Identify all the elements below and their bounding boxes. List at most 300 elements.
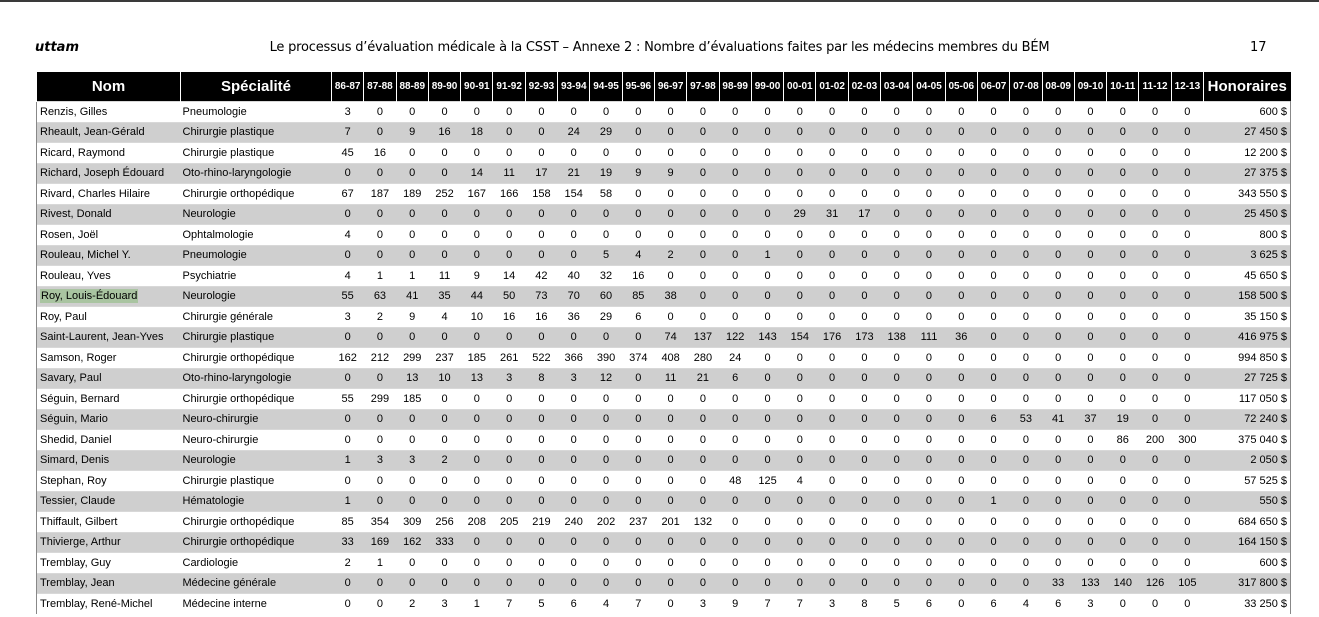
evaluation-count-cell: 0 xyxy=(622,225,654,246)
column-header: 95-96 xyxy=(622,72,654,102)
evaluation-count-cell: 9 xyxy=(622,163,654,184)
doctor-name: Samson, Roger xyxy=(40,351,117,364)
fees-cell: 343 550 $ xyxy=(1204,184,1291,205)
evaluation-count-cell: 0 xyxy=(945,184,977,205)
evaluation-count-cell: 0 xyxy=(816,348,848,369)
evaluation-count-cell: 0 xyxy=(848,245,880,266)
evaluation-count-cell: 9 xyxy=(396,307,428,328)
doctor-name: Séguin, Bernard xyxy=(40,392,120,405)
evaluation-count-cell: 13 xyxy=(396,368,428,389)
table-row xyxy=(37,102,1291,123)
doctor-name: Richard, Joseph Édouard xyxy=(40,167,165,180)
evaluation-count-cell: 0 xyxy=(396,102,428,123)
evaluation-count-cell: 0 xyxy=(1171,143,1203,164)
document-title: Le processus d’évaluation médicale à la CSST – Annexe 2 : Nombre d’évaluations faites par les médecins membres du BÉM xyxy=(269,40,1050,55)
evaluation-count-cell: 0 xyxy=(332,471,364,492)
fees-cell: 45 650 $ xyxy=(1204,266,1291,287)
doctor-name: Tremblay, Jean xyxy=(40,577,115,590)
evaluation-count-cell: 0 xyxy=(816,553,848,574)
evaluation-count-cell: 0 xyxy=(719,102,751,123)
evaluation-count-cell: 0 xyxy=(1171,409,1203,430)
evaluation-count-cell: 0 xyxy=(1074,348,1106,369)
evaluation-count-cell: 0 xyxy=(590,327,622,348)
evaluation-count-cell: 0 xyxy=(848,225,880,246)
evaluation-count-cell: 85 xyxy=(622,286,654,307)
evaluation-count-cell: 256 xyxy=(428,512,460,533)
evaluation-count-cell: 0 xyxy=(945,266,977,287)
doctor-name-cell xyxy=(37,491,181,512)
evaluation-count-cell: 0 xyxy=(881,389,913,410)
column-header: 04-05 xyxy=(913,72,945,102)
evaluation-count-cell: 0 xyxy=(913,307,945,328)
fees-cell: 25 450 $ xyxy=(1204,204,1291,225)
evaluation-count-cell: 0 xyxy=(654,532,686,553)
evaluation-count-cell: 0 xyxy=(396,163,428,184)
evaluation-count-cell: 0 xyxy=(428,389,460,410)
evaluation-count-cell: 0 xyxy=(945,102,977,123)
evaluation-count-cell: 0 xyxy=(622,327,654,348)
column-header: 05-06 xyxy=(945,72,977,102)
evaluation-count-cell: 16 xyxy=(525,307,557,328)
evaluation-count-cell: 143 xyxy=(751,327,783,348)
doctor-name-cell xyxy=(37,102,181,123)
evaluation-count-cell: 0 xyxy=(590,471,622,492)
evaluation-count-cell: 4 xyxy=(1010,594,1042,615)
evaluation-count-cell: 85 xyxy=(332,512,364,533)
evaluation-count-cell: 0 xyxy=(881,430,913,451)
doctor-name-cell xyxy=(37,122,181,143)
evaluation-count-cell: 0 xyxy=(816,573,848,594)
evaluation-count-cell: 0 xyxy=(1139,102,1171,123)
evaluation-count-cell: 0 xyxy=(816,409,848,430)
evaluation-count-cell: 0 xyxy=(558,553,590,574)
evaluation-count-cell: 0 xyxy=(945,491,977,512)
evaluation-count-cell: 0 xyxy=(945,389,977,410)
evaluation-count-cell: 0 xyxy=(428,471,460,492)
evaluation-count-cell: 0 xyxy=(945,225,977,246)
evaluation-count-cell: 0 xyxy=(654,184,686,205)
evaluation-count-cell: 36 xyxy=(945,327,977,348)
evaluation-count-cell: 212 xyxy=(364,348,396,369)
evaluation-count-cell: 0 xyxy=(784,266,816,287)
evaluation-count-cell: 4 xyxy=(622,245,654,266)
evaluation-count-cell: 0 xyxy=(719,286,751,307)
doctor-name: Roy, Paul xyxy=(40,310,87,323)
evaluation-count-cell: 300 xyxy=(1171,430,1203,451)
evaluation-count-cell: 166 xyxy=(493,184,525,205)
evaluation-count-cell: 0 xyxy=(816,471,848,492)
fees-cell: 12 200 $ xyxy=(1204,143,1291,164)
evaluation-count-cell: 0 xyxy=(1074,327,1106,348)
column-header: 94-95 xyxy=(590,72,622,102)
evaluation-count-cell: 0 xyxy=(461,430,493,451)
evaluation-count-cell: 0 xyxy=(913,471,945,492)
evaluation-count-cell: 0 xyxy=(396,573,428,594)
evaluation-count-cell: 0 xyxy=(848,430,880,451)
evaluation-count-cell: 0 xyxy=(622,471,654,492)
evaluation-count-cell: 0 xyxy=(1010,184,1042,205)
evaluation-count-cell: 0 xyxy=(525,143,557,164)
evaluation-count-cell: 162 xyxy=(396,532,428,553)
evaluation-count-cell: 0 xyxy=(977,204,1009,225)
evaluation-count-cell: 37 xyxy=(1074,409,1106,430)
evaluation-count-cell: 0 xyxy=(913,225,945,246)
evaluation-count-cell: 0 xyxy=(816,225,848,246)
doctor-name-cell xyxy=(37,163,181,184)
evaluation-count-cell: 0 xyxy=(428,573,460,594)
doctor-name-cell xyxy=(37,512,181,533)
evaluation-count-cell: 0 xyxy=(493,409,525,430)
doctor-name: Rheault, Jean-Gérald xyxy=(40,126,145,139)
evaluation-count-cell: 0 xyxy=(493,102,525,123)
evaluation-count-cell: 0 xyxy=(396,245,428,266)
evaluation-count-cell: 0 xyxy=(1010,143,1042,164)
evaluation-count-cell: 10 xyxy=(428,368,460,389)
evaluation-count-cell: 1 xyxy=(364,553,396,574)
doctor-name: Rouleau, Michel Y. xyxy=(40,249,131,262)
evaluation-count-cell: 0 xyxy=(977,266,1009,287)
evaluation-count-cell: 0 xyxy=(654,553,686,574)
evaluation-count-cell: 0 xyxy=(1139,553,1171,574)
evaluation-count-cell: 0 xyxy=(784,143,816,164)
evaluation-count-cell: 0 xyxy=(751,532,783,553)
evaluation-count-cell: 0 xyxy=(493,327,525,348)
evaluation-count-cell: 0 xyxy=(654,389,686,410)
evaluation-count-cell: 0 xyxy=(784,307,816,328)
evaluation-count-cell: 0 xyxy=(1171,389,1203,410)
evaluation-count-cell: 0 xyxy=(687,163,719,184)
evaluation-count-cell: 0 xyxy=(751,307,783,328)
evaluation-count-cell: 0 xyxy=(848,512,880,533)
evaluation-count-cell: 0 xyxy=(913,348,945,369)
evaluation-count-cell: 0 xyxy=(816,512,848,533)
specialty-cell: Chirurgie orthopédique xyxy=(181,389,332,410)
evaluation-count-cell: 0 xyxy=(461,532,493,553)
evaluation-count-cell: 0 xyxy=(493,389,525,410)
evaluation-count-cell: 0 xyxy=(364,430,396,451)
evaluation-count-cell: 0 xyxy=(461,553,493,574)
evaluation-count-cell: 0 xyxy=(945,553,977,574)
evaluation-count-cell: 0 xyxy=(1171,348,1203,369)
fees-cell: 317 800 $ xyxy=(1204,573,1291,594)
doctor-name-cell xyxy=(37,409,181,430)
evaluation-count-cell: 187 xyxy=(364,184,396,205)
evaluation-count-cell: 0 xyxy=(1042,102,1074,123)
evaluation-count-cell: 0 xyxy=(525,532,557,553)
evaluation-count-cell: 0 xyxy=(816,143,848,164)
fees-cell: 72 240 $ xyxy=(1204,409,1291,430)
evaluation-count-cell: 0 xyxy=(590,389,622,410)
column-header: 02-03 xyxy=(848,72,880,102)
evaluation-count-cell: 0 xyxy=(1042,163,1074,184)
evaluation-count-cell: 0 xyxy=(1171,225,1203,246)
evaluation-count-cell: 0 xyxy=(751,266,783,287)
evaluation-count-cell: 140 xyxy=(1107,573,1139,594)
evaluation-count-cell: 33 xyxy=(1042,573,1074,594)
specialty-cell: Neurologie xyxy=(181,204,332,225)
evaluation-count-cell: 4 xyxy=(590,594,622,615)
evaluation-count-cell: 21 xyxy=(558,163,590,184)
evaluation-count-cell: 0 xyxy=(332,204,364,225)
evaluation-count-cell: 0 xyxy=(558,430,590,451)
evaluation-count-cell: 354 xyxy=(364,512,396,533)
evaluation-count-cell: 0 xyxy=(1074,266,1106,287)
evaluation-count-cell: 0 xyxy=(719,573,751,594)
evaluation-count-cell: 0 xyxy=(396,143,428,164)
doctor-name-cell xyxy=(37,348,181,369)
evaluation-count-cell: 0 xyxy=(428,163,460,184)
evaluation-count-cell: 17 xyxy=(848,204,880,225)
evaluation-count-cell: 63 xyxy=(364,286,396,307)
evaluation-count-cell: 0 xyxy=(719,266,751,287)
doctor-name: Tremblay, Guy xyxy=(40,556,111,569)
evaluation-count-cell: 0 xyxy=(945,204,977,225)
evaluation-count-cell: 0 xyxy=(816,368,848,389)
evaluation-count-cell: 0 xyxy=(913,409,945,430)
evaluation-count-cell: 0 xyxy=(654,143,686,164)
evaluation-count-cell: 0 xyxy=(977,553,1009,574)
evaluation-count-cell: 0 xyxy=(1042,266,1074,287)
evaluation-count-cell: 0 xyxy=(1010,512,1042,533)
evaluation-count-cell: 0 xyxy=(945,368,977,389)
evaluation-count-cell: 0 xyxy=(654,225,686,246)
evaluation-count-cell: 237 xyxy=(622,512,654,533)
evaluation-count-cell: 0 xyxy=(461,327,493,348)
evaluation-count-cell: 205 xyxy=(493,512,525,533)
doctor-name-cell xyxy=(37,389,181,410)
evaluation-count-cell: 0 xyxy=(784,430,816,451)
evaluation-count-cell: 0 xyxy=(751,430,783,451)
evaluation-count-cell: 0 xyxy=(977,430,1009,451)
header-left-label: uttam xyxy=(35,40,80,55)
evaluation-count-cell: 0 xyxy=(719,122,751,143)
evaluation-count-cell: 0 xyxy=(364,245,396,266)
evaluation-count-cell: 0 xyxy=(881,184,913,205)
evaluation-count-cell: 0 xyxy=(687,307,719,328)
evaluation-count-cell: 0 xyxy=(364,163,396,184)
evaluation-count-cell: 0 xyxy=(913,184,945,205)
evaluation-count-cell: 0 xyxy=(364,471,396,492)
evaluation-count-cell: 0 xyxy=(1171,163,1203,184)
evaluation-count-cell: 0 xyxy=(881,368,913,389)
evaluation-count-cell: 0 xyxy=(977,348,1009,369)
doctor-name: Roy, Louis-Édouard xyxy=(41,290,138,303)
evaluation-count-cell: 0 xyxy=(784,184,816,205)
evaluation-count-cell: 0 xyxy=(784,102,816,123)
evaluation-count-cell: 7 xyxy=(622,594,654,615)
evaluation-count-cell: 0 xyxy=(525,204,557,225)
specialty-cell: Chirurgie plastique xyxy=(181,143,332,164)
evaluation-count-cell: 55 xyxy=(332,389,364,410)
evaluation-count-cell: 0 xyxy=(558,143,590,164)
evaluation-count-cell: 0 xyxy=(719,184,751,205)
column-header: 00-01 xyxy=(784,72,816,102)
evaluation-count-cell: 0 xyxy=(364,594,396,615)
evaluation-count-cell: 0 xyxy=(848,573,880,594)
evaluation-count-cell: 0 xyxy=(848,450,880,471)
evaluation-count-cell: 0 xyxy=(396,491,428,512)
evaluation-count-cell: 0 xyxy=(558,327,590,348)
column-header: 98-99 xyxy=(719,72,751,102)
evaluation-count-cell: 0 xyxy=(654,471,686,492)
table-row xyxy=(37,430,1291,451)
evaluation-count-cell: 0 xyxy=(1139,348,1171,369)
evaluation-count-cell: 0 xyxy=(1074,307,1106,328)
doctor-name-cell xyxy=(37,450,181,471)
table-row xyxy=(37,184,1291,205)
evaluation-count-cell: 0 xyxy=(654,122,686,143)
evaluation-count-cell: 3 xyxy=(364,450,396,471)
fees-cell: 57 525 $ xyxy=(1204,471,1291,492)
evaluation-count-cell: 0 xyxy=(848,471,880,492)
evaluation-count-cell: 0 xyxy=(719,143,751,164)
evaluation-count-cell: 6 xyxy=(913,594,945,615)
evaluation-count-cell: 41 xyxy=(396,286,428,307)
evaluation-count-cell: 0 xyxy=(1107,368,1139,389)
evaluation-count-cell: 0 xyxy=(493,122,525,143)
evaluation-count-cell: 0 xyxy=(558,102,590,123)
evaluation-count-cell: 24 xyxy=(719,348,751,369)
evaluation-count-cell: 0 xyxy=(1171,553,1203,574)
evaluation-count-cell: 0 xyxy=(1171,491,1203,512)
specialty-cell: Oto-rhino-laryngologie xyxy=(181,163,332,184)
evaluation-count-cell: 5 xyxy=(881,594,913,615)
evaluation-count-cell: 0 xyxy=(1139,409,1171,430)
doctor-name-cell xyxy=(37,184,181,205)
evaluation-count-cell: 0 xyxy=(558,491,590,512)
evaluation-count-cell: 3 xyxy=(558,368,590,389)
evaluation-count-cell: 0 xyxy=(1074,368,1106,389)
evaluation-count-cell: 0 xyxy=(654,204,686,225)
evaluation-count-cell: 0 xyxy=(913,512,945,533)
evaluation-count-cell: 3 xyxy=(816,594,848,615)
evaluation-count-cell: 0 xyxy=(751,553,783,574)
evaluation-count-cell: 0 xyxy=(1010,327,1042,348)
doctor-name: Ricard, Raymond xyxy=(40,146,125,159)
table-row xyxy=(37,348,1291,369)
evaluation-count-cell: 0 xyxy=(1010,573,1042,594)
evaluation-count-cell: 189 xyxy=(396,184,428,205)
column-header: 87-88 xyxy=(364,72,396,102)
evaluation-count-cell: 122 xyxy=(719,327,751,348)
evaluation-count-cell: 0 xyxy=(751,573,783,594)
evaluation-count-cell: 0 xyxy=(751,368,783,389)
evaluation-count-cell: 0 xyxy=(784,512,816,533)
evaluation-count-cell: 0 xyxy=(1074,143,1106,164)
evaluation-count-cell: 0 xyxy=(654,491,686,512)
evaluation-count-cell: 0 xyxy=(332,594,364,615)
evaluation-count-cell: 0 xyxy=(654,102,686,123)
evaluation-count-cell: 0 xyxy=(719,409,751,430)
table-row xyxy=(37,471,1291,492)
evaluation-count-cell: 0 xyxy=(1171,184,1203,205)
evaluation-count-cell: 0 xyxy=(590,532,622,553)
evaluation-count-cell: 0 xyxy=(784,163,816,184)
evaluation-count-cell: 0 xyxy=(687,450,719,471)
evaluation-count-cell: 40 xyxy=(558,266,590,287)
evaluation-count-cell: 0 xyxy=(945,471,977,492)
evaluation-count-cell: 158 xyxy=(525,184,557,205)
table-row xyxy=(37,409,1291,430)
evaluation-count-cell: 0 xyxy=(687,532,719,553)
evaluation-count-cell: 0 xyxy=(1107,266,1139,287)
evaluation-count-cell: 3 xyxy=(396,450,428,471)
table-row xyxy=(37,266,1291,287)
evaluation-count-cell: 7 xyxy=(751,594,783,615)
evaluation-count-cell: 0 xyxy=(1042,184,1074,205)
evaluation-count-cell: 366 xyxy=(558,348,590,369)
evaluation-count-cell: 173 xyxy=(848,327,880,348)
evaluation-count-cell: 133 xyxy=(1074,573,1106,594)
evaluation-count-cell: 0 xyxy=(881,163,913,184)
evaluation-count-cell: 0 xyxy=(913,102,945,123)
evaluation-count-cell: 0 xyxy=(558,471,590,492)
evaluation-count-cell: 105 xyxy=(1171,573,1203,594)
evaluation-count-cell: 0 xyxy=(913,553,945,574)
evaluation-count-cell: 8 xyxy=(848,594,880,615)
column-header: 88-89 xyxy=(396,72,428,102)
evaluation-count-cell: 0 xyxy=(396,471,428,492)
evaluation-count-cell: 0 xyxy=(1107,307,1139,328)
evaluation-count-cell: 0 xyxy=(525,245,557,266)
evaluation-count-cell: 0 xyxy=(1139,122,1171,143)
evaluation-count-cell: 0 xyxy=(945,143,977,164)
evaluation-count-cell: 0 xyxy=(558,204,590,225)
evaluation-count-cell: 137 xyxy=(687,327,719,348)
evaluation-count-cell: 0 xyxy=(493,450,525,471)
evaluation-count-cell: 3 xyxy=(332,307,364,328)
evaluation-count-cell: 0 xyxy=(1010,204,1042,225)
evaluation-count-cell: 11 xyxy=(654,368,686,389)
evaluation-count-cell: 208 xyxy=(461,512,493,533)
evaluation-count-cell: 0 xyxy=(945,122,977,143)
evaluation-count-cell: 167 xyxy=(461,184,493,205)
evaluation-count-cell: 0 xyxy=(945,163,977,184)
table-row xyxy=(37,307,1291,328)
evaluation-count-cell: 0 xyxy=(461,491,493,512)
evaluation-count-cell: 0 xyxy=(1107,471,1139,492)
evaluation-count-cell: 0 xyxy=(881,204,913,225)
fees-cell: 158 500 $ xyxy=(1204,286,1291,307)
evaluation-count-cell: 0 xyxy=(816,532,848,553)
evaluation-count-cell: 0 xyxy=(590,204,622,225)
evaluation-count-cell: 0 xyxy=(751,122,783,143)
table-row xyxy=(37,225,1291,246)
evaluation-count-cell: 0 xyxy=(622,573,654,594)
specialty-cell: Chirurgie générale xyxy=(181,307,332,328)
evaluation-count-cell: 0 xyxy=(1139,532,1171,553)
evaluation-count-cell: 0 xyxy=(1107,327,1139,348)
fees-cell: 994 850 $ xyxy=(1204,348,1291,369)
evaluation-count-cell: 0 xyxy=(1171,368,1203,389)
evaluation-count-cell: 0 xyxy=(1010,307,1042,328)
evaluation-count-cell: 0 xyxy=(881,286,913,307)
evaluation-count-cell: 1 xyxy=(461,594,493,615)
evaluation-count-cell: 0 xyxy=(428,143,460,164)
evaluation-count-cell: 0 xyxy=(1171,512,1203,533)
evaluation-count-cell: 0 xyxy=(719,532,751,553)
column-header: Honoraires xyxy=(1204,72,1291,102)
evaluation-count-cell: 0 xyxy=(881,409,913,430)
evaluation-count-cell: 0 xyxy=(1010,225,1042,246)
evaluation-count-cell: 0 xyxy=(332,327,364,348)
evaluation-count-cell: 138 xyxy=(881,327,913,348)
evaluation-count-cell: 0 xyxy=(1139,225,1171,246)
evaluation-count-cell: 0 xyxy=(881,491,913,512)
evaluation-count-cell: 0 xyxy=(1107,532,1139,553)
fees-cell: 164 150 $ xyxy=(1204,532,1291,553)
doctor-name: Rosen, Joël xyxy=(40,228,99,241)
